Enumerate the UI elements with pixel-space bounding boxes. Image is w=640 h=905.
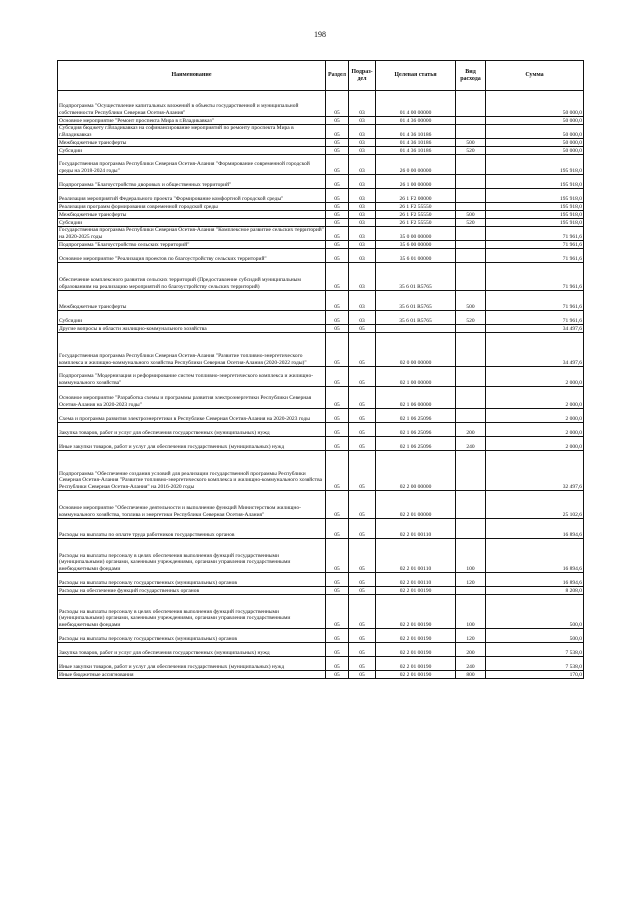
cell-sum: 71 961,6 bbox=[486, 227, 584, 241]
cell-sum: 16 894,6 bbox=[486, 539, 584, 573]
table-row bbox=[58, 91, 584, 117]
cell-razdel: 05 bbox=[326, 595, 349, 629]
cell-podrazdel: 05 bbox=[349, 491, 376, 519]
cell-name: Основное мероприятие "Разработка схемы и программы развития электроэнергетики Республики Северная Осетия-Алания на 2020-2023 годы" bbox=[58, 387, 326, 409]
cell-vid bbox=[456, 491, 486, 519]
table-row bbox=[58, 147, 584, 155]
cell-razdel: 05 bbox=[326, 91, 349, 117]
cell-target: 02 2 01 00190 bbox=[376, 587, 456, 595]
budget-table bbox=[57, 60, 584, 679]
cell-vid bbox=[456, 117, 486, 125]
cell-name: Закупка товаров, работ и услуг для обеспечения государственных (муниципальных) нужд bbox=[58, 643, 326, 657]
cell-sum: 71 961,6 bbox=[486, 263, 584, 291]
header-razdel: Раздел bbox=[326, 61, 349, 91]
cell-razdel: 05 bbox=[326, 211, 349, 219]
cell-podrazdel: 05 bbox=[349, 587, 376, 595]
cell-sum: 195 918,0 bbox=[486, 203, 584, 211]
cell-razdel: 05 bbox=[326, 263, 349, 291]
cell-sum: 50 000,0 bbox=[486, 125, 584, 139]
cell-podrazdel: 05 bbox=[349, 629, 376, 643]
cell-sum: 500,0 bbox=[486, 595, 584, 629]
page-number: 198 bbox=[314, 30, 326, 39]
cell-sum: 7 538,0 bbox=[486, 657, 584, 671]
cell-podrazdel: 03 bbox=[349, 311, 376, 325]
table-row bbox=[58, 139, 584, 147]
cell-razdel: 05 bbox=[326, 189, 349, 203]
cell-target: 02 1 06 25096 bbox=[376, 423, 456, 437]
cell-razdel: 05 bbox=[326, 387, 349, 409]
cell-name: Межбюджетные трансферты bbox=[58, 291, 326, 311]
table-row bbox=[58, 423, 584, 437]
cell-sum: 16 894,6 bbox=[486, 573, 584, 587]
table-row bbox=[58, 491, 584, 519]
cell-razdel: 05 bbox=[326, 311, 349, 325]
cell-target: 02 1 06 25096 bbox=[376, 409, 456, 423]
cell-podrazdel: 03 bbox=[349, 249, 376, 263]
table-row bbox=[58, 387, 584, 409]
cell-target: 35 6 01 R5765 bbox=[376, 263, 456, 291]
cell-podrazdel: 03 bbox=[349, 125, 376, 139]
cell-razdel: 05 bbox=[326, 147, 349, 155]
table-row bbox=[58, 595, 584, 629]
cell-razdel: 05 bbox=[326, 367, 349, 387]
cell-name: Реализация мероприятий Федерального проекта "Формирование комфортной городской среды" bbox=[58, 189, 326, 203]
cell-podrazdel: 05 bbox=[349, 573, 376, 587]
cell-podrazdel: 03 bbox=[349, 175, 376, 189]
cell-podrazdel: 03 bbox=[349, 155, 376, 175]
cell-name: Схема и программа развития электроэнергетики в Республике Северная Осетия-Алания на 2020-2023 годы bbox=[58, 409, 326, 423]
table-row bbox=[58, 117, 584, 125]
cell-razdel: 05 bbox=[326, 423, 349, 437]
cell-target: 01 4 00 00000 bbox=[376, 91, 456, 117]
cell-sum: 71 961,6 bbox=[486, 311, 584, 325]
cell-razdel: 05 bbox=[326, 203, 349, 211]
header-sum: Сумма bbox=[486, 61, 584, 91]
cell-sum: 195 918,0 bbox=[486, 211, 584, 219]
cell-sum: 7 538,0 bbox=[486, 643, 584, 657]
table-row bbox=[58, 333, 584, 367]
table-row bbox=[58, 219, 584, 227]
cell-name: Расходы на выплаты персоналу государственных (муниципальных) органов bbox=[58, 629, 326, 643]
cell-sum: 2 000,0 bbox=[486, 437, 584, 451]
cell-razdel: 05 bbox=[326, 291, 349, 311]
cell-vid: 100 bbox=[456, 595, 486, 629]
cell-podrazdel: 05 bbox=[349, 539, 376, 573]
cell-podrazdel: 05 bbox=[349, 595, 376, 629]
cell-sum: 195 918,0 bbox=[486, 189, 584, 203]
table-row bbox=[58, 573, 584, 587]
cell-vid bbox=[456, 155, 486, 175]
cell-sum: 71 961,6 bbox=[486, 249, 584, 263]
cell-target: 02 2 01 00190 bbox=[376, 595, 456, 629]
cell-razdel: 05 bbox=[326, 409, 349, 423]
cell-podrazdel: 05 bbox=[349, 333, 376, 367]
cell-razdel: 05 bbox=[326, 325, 349, 333]
cell-sum: 71 961,6 bbox=[486, 241, 584, 249]
cell-target: 26 1 F2 00000 bbox=[376, 189, 456, 203]
cell-target: 35 0 00 00000 bbox=[376, 227, 456, 241]
cell-podrazdel: 03 bbox=[349, 227, 376, 241]
cell-name: Основное мероприятие "Реализация проектов по благоустройству сельских территорий" bbox=[58, 249, 326, 263]
cell-podrazdel: 05 bbox=[349, 643, 376, 657]
cell-vid bbox=[456, 91, 486, 117]
cell-name: Иные закупки товаров, работ и услуг для обеспечения государственных (муниципальных) нужд bbox=[58, 657, 326, 671]
cell-podrazdel: 03 bbox=[349, 139, 376, 147]
cell-vid bbox=[456, 587, 486, 595]
cell-target: 02 2 01 00110 bbox=[376, 539, 456, 573]
table-body bbox=[58, 91, 584, 679]
cell-podrazdel: 03 bbox=[349, 91, 376, 117]
cell-podrazdel: 05 bbox=[349, 387, 376, 409]
table-row bbox=[58, 437, 584, 451]
cell-razdel: 05 bbox=[326, 451, 349, 491]
cell-sum: 170,0 bbox=[486, 671, 584, 679]
cell-vid bbox=[456, 189, 486, 203]
cell-razdel: 05 bbox=[326, 587, 349, 595]
table-row bbox=[58, 643, 584, 657]
cell-name: Субсидии bbox=[58, 147, 326, 155]
cell-razdel: 05 bbox=[326, 643, 349, 657]
cell-sum: 2 000,0 bbox=[486, 367, 584, 387]
cell-vid bbox=[456, 367, 486, 387]
cell-razdel: 05 bbox=[326, 249, 349, 263]
table-row bbox=[58, 241, 584, 249]
cell-sum: 50 000,0 bbox=[486, 117, 584, 125]
cell-vid bbox=[456, 125, 486, 139]
cell-vid bbox=[456, 325, 486, 333]
cell-name: Закупка товаров, работ и услуг для обеспечения государственных (муниципальных) нужд bbox=[58, 423, 326, 437]
cell-vid bbox=[456, 175, 486, 189]
cell-sum: 50 000,0 bbox=[486, 147, 584, 155]
cell-razdel: 05 bbox=[326, 139, 349, 147]
cell-target: 02 2 00 00000 bbox=[376, 451, 456, 491]
cell-sum: 71 961,6 bbox=[486, 291, 584, 311]
cell-target: 26 1 00 00000 bbox=[376, 175, 456, 189]
cell-name: Другие вопросы в области жилищно-коммунального хозяйства bbox=[58, 325, 326, 333]
cell-podrazdel: 03 bbox=[349, 189, 376, 203]
cell-target: 02 2 01 00190 bbox=[376, 657, 456, 671]
cell-vid: 520 bbox=[456, 219, 486, 227]
cell-podrazdel: 05 bbox=[349, 409, 376, 423]
table-row bbox=[58, 203, 584, 211]
cell-name: Субсидия бюджету г.Владикавказ на софинансирование мероприятий по ремонту проспекта Мира в г.Владикавказ bbox=[58, 125, 326, 139]
cell-vid: 240 bbox=[456, 437, 486, 451]
cell-name: Основное мероприятие "Обеспечение деятельности и выполнение функций Министерством жилищно-коммунального хозяйства, топлива и энергетики Республики Северная Осетия-Алания" bbox=[58, 491, 326, 519]
cell-razdel: 05 bbox=[326, 519, 349, 539]
cell-sum: 25 102,6 bbox=[486, 491, 584, 519]
cell-podrazdel: 03 bbox=[349, 117, 376, 125]
table-row bbox=[58, 519, 584, 539]
table-row bbox=[58, 155, 584, 175]
cell-sum: 2 000,0 bbox=[486, 409, 584, 423]
table-row bbox=[58, 227, 584, 241]
cell-target: 35 6 01 R5765 bbox=[376, 291, 456, 311]
cell-name: Реализация программ формирования современной городской среды bbox=[58, 203, 326, 211]
cell-razdel: 05 bbox=[326, 241, 349, 249]
cell-vid bbox=[456, 409, 486, 423]
cell-target: 02 2 01 00190 bbox=[376, 629, 456, 643]
cell-name: Основное мероприятие "Ремонт проспекта Мира в г.Владикавказ" bbox=[58, 117, 326, 125]
table-row bbox=[58, 657, 584, 671]
cell-target: 26 0 00 00000 bbox=[376, 155, 456, 175]
cell-sum: 500,0 bbox=[486, 629, 584, 643]
cell-name: Расходы на выплаты персоналу государственных (муниципальных) органов bbox=[58, 573, 326, 587]
cell-podrazdel: 03 bbox=[349, 241, 376, 249]
cell-vid bbox=[456, 451, 486, 491]
cell-razdel: 05 bbox=[326, 175, 349, 189]
cell-razdel: 05 bbox=[326, 125, 349, 139]
cell-target: 35 6 01 R5765 bbox=[376, 311, 456, 325]
table-row bbox=[58, 189, 584, 203]
cell-name: Иные закупки товаров, работ и услуг для обеспечения государственных (муниципальных) нужд bbox=[58, 437, 326, 451]
table-row bbox=[58, 587, 584, 595]
cell-name: Межбюджетные трансферты bbox=[58, 211, 326, 219]
table-row bbox=[58, 671, 584, 679]
cell-target: 26 1 F2 55550 bbox=[376, 211, 456, 219]
table-row bbox=[58, 409, 584, 423]
cell-sum: 34 497,6 bbox=[486, 333, 584, 367]
cell-vid: 800 bbox=[456, 671, 486, 679]
cell-target: 02 1 06 00000 bbox=[376, 387, 456, 409]
header-name: Наименование bbox=[58, 61, 326, 91]
cell-sum: 8 208,0 bbox=[486, 587, 584, 595]
cell-sum: 195 918,0 bbox=[486, 219, 584, 227]
cell-target: 26 1 F2 55550 bbox=[376, 219, 456, 227]
cell-podrazdel: 05 bbox=[349, 423, 376, 437]
cell-name: Подпрограмма "Благоустройство дворовых и общественных территорий" bbox=[58, 175, 326, 189]
table-row bbox=[58, 249, 584, 263]
cell-sum: 50 000,0 bbox=[486, 91, 584, 117]
cell-name: Межбюджетные трансферты bbox=[58, 139, 326, 147]
cell-sum: 195 918,0 bbox=[486, 175, 584, 189]
cell-target: 02 2 01 00000 bbox=[376, 491, 456, 519]
cell-name: Государственная программа Республики Северная Осетия-Алания "Комплексное развитие сельских территорий" на 2020-2025 годы bbox=[59, 227, 324, 240]
cell-podrazdel: 05 bbox=[349, 367, 376, 387]
table-row bbox=[58, 211, 584, 219]
header-vid: Вид расхода bbox=[456, 61, 486, 91]
cell-name: Обеспечение комплексного развития сельских территорий (Предоставление субсидий муниципальным образованиям на реализацию мероприятий по благоустройству сельских территорий) bbox=[58, 263, 326, 291]
table-row bbox=[58, 539, 584, 573]
cell-vid: 100 bbox=[456, 539, 486, 573]
cell-razdel: 05 bbox=[326, 491, 349, 519]
cell-target: 02 2 01 00190 bbox=[376, 643, 456, 657]
cell-target: 02 0 00 00000 bbox=[376, 333, 456, 367]
cell-vid: 520 bbox=[456, 311, 486, 325]
cell-vid: 240 bbox=[456, 657, 486, 671]
table-header-row bbox=[58, 61, 584, 91]
cell-podrazdel: 03 bbox=[349, 211, 376, 219]
cell-sum: 195 918,0 bbox=[486, 155, 584, 175]
cell-vid: 200 bbox=[456, 423, 486, 437]
table-row bbox=[58, 175, 584, 189]
cell-vid bbox=[456, 249, 486, 263]
cell-target: 35 6 00 00000 bbox=[376, 241, 456, 249]
cell-target: 01 4 36 10186 bbox=[376, 147, 456, 155]
table-row bbox=[58, 325, 584, 333]
cell-sum: 34 497,6 bbox=[486, 325, 584, 333]
cell-podrazdel: 05 bbox=[349, 671, 376, 679]
cell-name: Субсидии bbox=[58, 219, 326, 227]
cell-sum: 2 000,0 bbox=[486, 387, 584, 409]
cell-target bbox=[376, 325, 456, 333]
header-podrazdel: Подраз-дел bbox=[349, 61, 376, 91]
cell-target: 02 2 01 00190 bbox=[376, 671, 456, 679]
cell-target: 02 2 01 00110 bbox=[376, 519, 456, 539]
table-row bbox=[58, 367, 584, 387]
cell-sum: 50 000,0 bbox=[486, 139, 584, 147]
cell-vid: 200 bbox=[456, 643, 486, 657]
cell-name: Подпрограмма "Осуществление капитальных вложений в объекты государственной и муниципальной собственности Республики Северная Осетия-Алания" bbox=[58, 91, 326, 117]
cell-podrazdel: 05 bbox=[349, 437, 376, 451]
cell-podrazdel: 03 bbox=[349, 219, 376, 227]
cell-sum: 32 497,6 bbox=[486, 451, 584, 491]
cell-vid bbox=[456, 333, 486, 367]
cell-target: 02 2 01 00110 bbox=[376, 573, 456, 587]
cell-razdel: 05 bbox=[326, 227, 349, 241]
table-row bbox=[58, 263, 584, 291]
cell-name: Расходы на выплаты персоналу в целях обеспечения выполнения функций государственными (муниципальными) органами, казенными учреждениями, органами управления государственными внебюджетными фондами bbox=[58, 595, 326, 629]
table-row bbox=[58, 125, 584, 139]
table-row bbox=[58, 629, 584, 643]
cell-razdel: 05 bbox=[326, 219, 349, 227]
cell-podrazdel: 05 bbox=[349, 325, 376, 333]
cell-sum: 2 000,0 bbox=[486, 423, 584, 437]
cell-name: Государственная программа Республики Северная Осетия-Алания "Развитие топливно-энергетического комплекса и жилищно-коммунального хозяйства Республики Северная Осетия-Алания (2020-2022 годы)" bbox=[58, 333, 326, 367]
table-row bbox=[58, 311, 584, 325]
cell-name: Подпрограмма "Обеспечение создания условий для реализации государственной программы Республики Северная Осетия-Алания "Развитие топливно-энергетического комплекса и жилищно-коммунального хозяйства Республики Северная Осетия-Алания" на 2016-2020 годы bbox=[58, 451, 326, 491]
cell-podrazdel: 03 bbox=[349, 263, 376, 291]
cell-name: Расходы на выплаты персоналу в целях обеспечения выполнения функций государственными (муниципальными) органами, казенными учреждениями, органами управления государственными внебюджетными фондами bbox=[58, 539, 326, 573]
cell-vid: 500 bbox=[456, 291, 486, 311]
cell-vid: 500 bbox=[456, 139, 486, 147]
table-row bbox=[58, 291, 584, 311]
cell-razdel: 05 bbox=[326, 671, 349, 679]
cell-podrazdel: 05 bbox=[349, 519, 376, 539]
cell-razdel: 05 bbox=[326, 629, 349, 643]
cell-name: Субсидии bbox=[58, 311, 326, 325]
cell-podrazdel: 03 bbox=[349, 203, 376, 211]
cell-vid: 120 bbox=[456, 573, 486, 587]
cell-razdel: 05 bbox=[326, 155, 349, 175]
cell-razdel: 05 bbox=[326, 573, 349, 587]
cell-vid bbox=[456, 227, 486, 241]
cell-name: Расходы на выплаты по оплате труда работников государственных органов bbox=[58, 519, 326, 539]
cell-razdel: 05 bbox=[326, 657, 349, 671]
header-target: Целевая статья bbox=[376, 61, 456, 91]
cell-podrazdel: 05 bbox=[349, 451, 376, 491]
cell-vid: 500 bbox=[456, 211, 486, 219]
cell-sum: 16 894,6 bbox=[486, 519, 584, 539]
cell-vid bbox=[456, 519, 486, 539]
cell-target: 26 1 F2 55550 bbox=[376, 203, 456, 211]
cell-vid: 520 bbox=[456, 147, 486, 155]
cell-razdel: 05 bbox=[326, 539, 349, 573]
cell-name: Подпрограмма "Благоустройство сельских территорий" bbox=[58, 241, 326, 249]
cell-name: Расходы на обеспечение функций государственных органов bbox=[58, 587, 326, 595]
cell-target: 02 1 00 00000 bbox=[376, 367, 456, 387]
cell-target: 01 4 36 10186 bbox=[376, 125, 456, 139]
cell-vid: 120 bbox=[456, 629, 486, 643]
cell-vid bbox=[456, 241, 486, 249]
cell-target: 02 1 06 25096 bbox=[376, 437, 456, 451]
cell-vid bbox=[456, 263, 486, 291]
cell-podrazdel: 03 bbox=[349, 147, 376, 155]
cell-vid bbox=[456, 203, 486, 211]
cell-name: Подпрограмма "Модернизация и реформирование систем топливно-энергетического комплекса и жилищно-коммунального хозяйства" bbox=[58, 367, 326, 387]
cell-vid bbox=[456, 387, 486, 409]
cell-razdel: 05 bbox=[326, 437, 349, 451]
cell-name: Государственная программа Республики Северная Осетия-Алания "Формирование современной городской среды на 2018-2024 годы" bbox=[58, 155, 326, 175]
cell-razdel: 05 bbox=[326, 117, 349, 125]
cell-target: 01 4 36 00000 bbox=[376, 117, 456, 125]
cell-podrazdel: 03 bbox=[349, 291, 376, 311]
cell-podrazdel: 05 bbox=[349, 657, 376, 671]
cell-target: 01 4 36 10186 bbox=[376, 139, 456, 147]
table-row bbox=[58, 451, 584, 491]
cell-name: Иные бюджетные ассигнования bbox=[58, 671, 326, 679]
cell-target: 35 6 01 00000 bbox=[376, 249, 456, 263]
cell-razdel: 05 bbox=[326, 333, 349, 367]
